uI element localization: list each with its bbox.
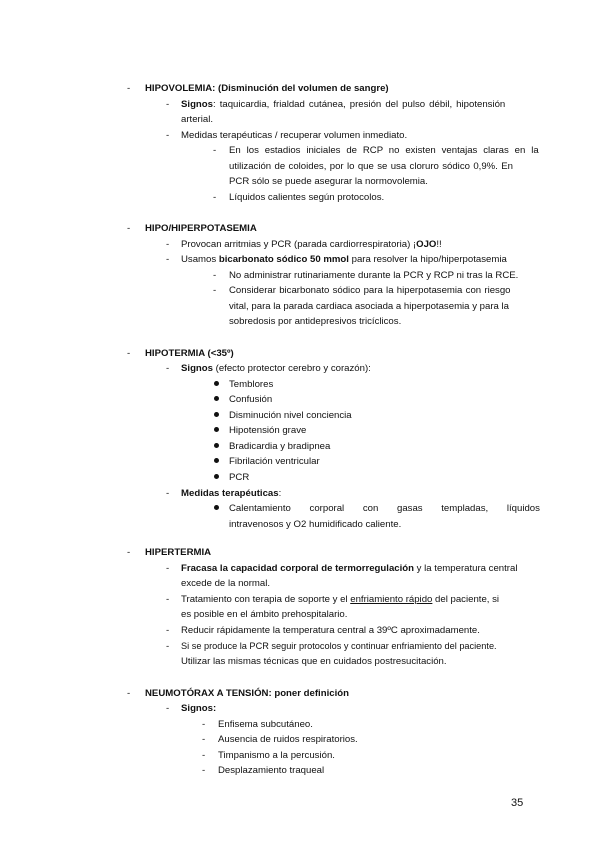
potasemia-sub2-line3: sobredosis por antidepresivos tricíclicos. bbox=[229, 316, 402, 327]
termorregulacion-bold: Fracasa la capacidad corporal de termorregulación bbox=[181, 563, 415, 574]
hipotermia-signos bbox=[181, 361, 371, 376]
neumotorax-item: Enfisema subcutáneo. bbox=[218, 719, 313, 730]
hipovolemia-signos bbox=[181, 97, 505, 112]
bullet-item: Fibrilación ventricular bbox=[229, 456, 320, 467]
hipovolemia-signos-cont: arterial. bbox=[181, 114, 213, 125]
potasemia-sub2-line2: vital, para la parada cardiaca asociada a hiperpotasemia y para la bbox=[229, 301, 509, 312]
heading-hipovolemia: HIPOVOLEMIA: (Disminución del volumen de sangre) bbox=[145, 83, 389, 94]
hipertermia-item1-cont: excede de la normal. bbox=[181, 578, 271, 589]
hipovolemia-sub1-line1: En los estadios iniciales de RCP no existen ventajas claras en la bbox=[229, 145, 539, 156]
potasemia-item1 bbox=[181, 237, 442, 252]
sub-dash: - bbox=[213, 285, 217, 296]
enfriamiento-underlined: enfriamiento rápido bbox=[350, 594, 433, 605]
bullet-dot bbox=[214, 474, 219, 479]
heading-hipo-hiperpotasemia: HIPO/HIPERPOTASEMIA bbox=[145, 223, 257, 234]
hipertermia-item4-line1: Si se produce la PCR seguir protocolos y continuar enfriamiento del paciente. bbox=[181, 641, 497, 651]
bullet-item: Confusión bbox=[229, 394, 273, 405]
list-dash: - bbox=[166, 563, 170, 574]
section-dash: - bbox=[127, 223, 131, 234]
bullet-item: Disminución nivel conciencia bbox=[229, 410, 352, 421]
potasemia-sub2-line1: Considerar bicarbonato sódico para la hiperpotasemia con riesgo bbox=[229, 285, 511, 296]
bicarbonato-bold: bicarbonato sódico 50 mmol bbox=[218, 254, 349, 265]
hipertermia-item2 bbox=[181, 592, 499, 607]
heading-neumotorax: NEUMOTÓRAX A TENSIÓN: poner definición bbox=[145, 688, 349, 699]
hipovolemia-sub1-line2: utilización de coloides, por lo que se usa cloruro sódico 0,9%. En bbox=[229, 161, 513, 172]
hipovolemia-medidas: Medidas terapéuticas / recuperar volumen inmediato. bbox=[181, 130, 408, 141]
bullet-dot bbox=[214, 458, 219, 463]
list-dash: - bbox=[166, 254, 170, 265]
list-dash: - bbox=[166, 703, 170, 714]
page-number: 35 bbox=[511, 797, 524, 809]
neumotorax-item: Desplazamiento traqueal bbox=[218, 765, 325, 776]
potasemia-sub1: No administrar rutinariamente durante la PCR y RCP ni tras la RCE. bbox=[229, 270, 519, 281]
hipovolemia-sub1-line3: PCR sólo se puede asegurar la normovolemia. bbox=[229, 176, 428, 187]
item2-pre: Usamos bbox=[181, 254, 219, 265]
list-dash: - bbox=[166, 130, 170, 141]
list-dash: - bbox=[166, 99, 170, 110]
hipotermia-medida-line1: Calentamiento corporal con gasas templadas, líquidos bbox=[229, 503, 540, 514]
neumotorax-item: Timpanismo a la percusión. bbox=[218, 750, 335, 761]
list-dash: - bbox=[166, 625, 170, 636]
bullet-dot bbox=[214, 505, 219, 510]
list-dash: - bbox=[166, 641, 170, 652]
bullet-dot bbox=[214, 412, 219, 417]
sub-dash: - bbox=[202, 719, 206, 730]
hipertermia-item2-cont: es posible en el ámbito prehospitalario. bbox=[181, 609, 348, 620]
list-dash: - bbox=[166, 594, 170, 605]
sub-dash: - bbox=[202, 734, 206, 745]
section-dash: - bbox=[127, 688, 131, 699]
hipertermia-item1 bbox=[181, 561, 517, 576]
sub-dash: - bbox=[202, 750, 206, 761]
ojo-bold: OJO bbox=[416, 239, 437, 250]
bullet-item: Temblores bbox=[229, 379, 274, 390]
item2-post: del paciente, si bbox=[432, 594, 500, 605]
item1-post: y la temperatura central bbox=[414, 563, 518, 574]
potasemia-item2 bbox=[181, 252, 507, 267]
item1-end: !! bbox=[436, 239, 442, 250]
hipertermia-item3: Reducir rápidamente la temperatura central a 39ºC aproximadamente. bbox=[181, 625, 480, 636]
item2-pre: Tratamiento con terapia de soporte y el bbox=[181, 594, 351, 605]
list-dash: - bbox=[166, 488, 170, 499]
section-dash: - bbox=[127, 83, 131, 94]
sub-dash: - bbox=[202, 765, 206, 776]
signos-label: Signos bbox=[181, 99, 213, 110]
section-dash: - bbox=[127, 547, 131, 558]
hipotermia-medidas bbox=[181, 486, 281, 501]
hipotermia-medida-line2: intravenosos y O2 humidificado caliente. bbox=[229, 519, 402, 530]
sub-dash: - bbox=[213, 270, 217, 281]
signos-text: : taquicardia, frialdad cutánea, presión del pulso débil, hipotensión bbox=[212, 99, 506, 110]
section-dash: - bbox=[127, 348, 131, 359]
medidas-label: Medidas terapéuticas bbox=[181, 488, 279, 499]
bullet-dot bbox=[214, 396, 219, 401]
sub-dash: - bbox=[213, 192, 217, 203]
item1-text: Provocan arritmias y PCR (parada cardiorrespiratoria) ¡ bbox=[181, 239, 417, 250]
neumotorax-signos: Signos: bbox=[181, 703, 217, 714]
bullet-item: PCR bbox=[229, 472, 250, 483]
heading-hipertermia: HIPERTERMIA bbox=[145, 547, 212, 558]
sub-dash: - bbox=[213, 145, 217, 156]
bullet-dot bbox=[214, 381, 219, 386]
hipertermia-item4-line2: Utilizar las mismas técnicas que en cuidados postresucitación. bbox=[181, 656, 447, 667]
list-dash: - bbox=[166, 363, 170, 374]
item2-post: para resolver la hipo/hiperpotasemia bbox=[348, 254, 507, 265]
bullet-item: Bradicardia y bradipnea bbox=[229, 441, 331, 452]
list-dash: - bbox=[166, 239, 170, 250]
bullet-item: Hipotensión grave bbox=[229, 425, 307, 436]
bullet-dot bbox=[214, 427, 219, 432]
neumotorax-item: Ausencia de ruidos respiratorios. bbox=[218, 734, 358, 745]
bullet-dot bbox=[214, 443, 219, 448]
medidas-colon: : bbox=[278, 488, 282, 499]
heading-hipotermia: HIPOTERMIA (<35º) bbox=[145, 348, 234, 359]
signos-text: (efecto protector cerebro y corazón): bbox=[212, 363, 371, 374]
hipovolemia-sub2: Líquidos calientes según protocolos. bbox=[229, 192, 385, 203]
signos-label: Signos bbox=[181, 363, 213, 374]
